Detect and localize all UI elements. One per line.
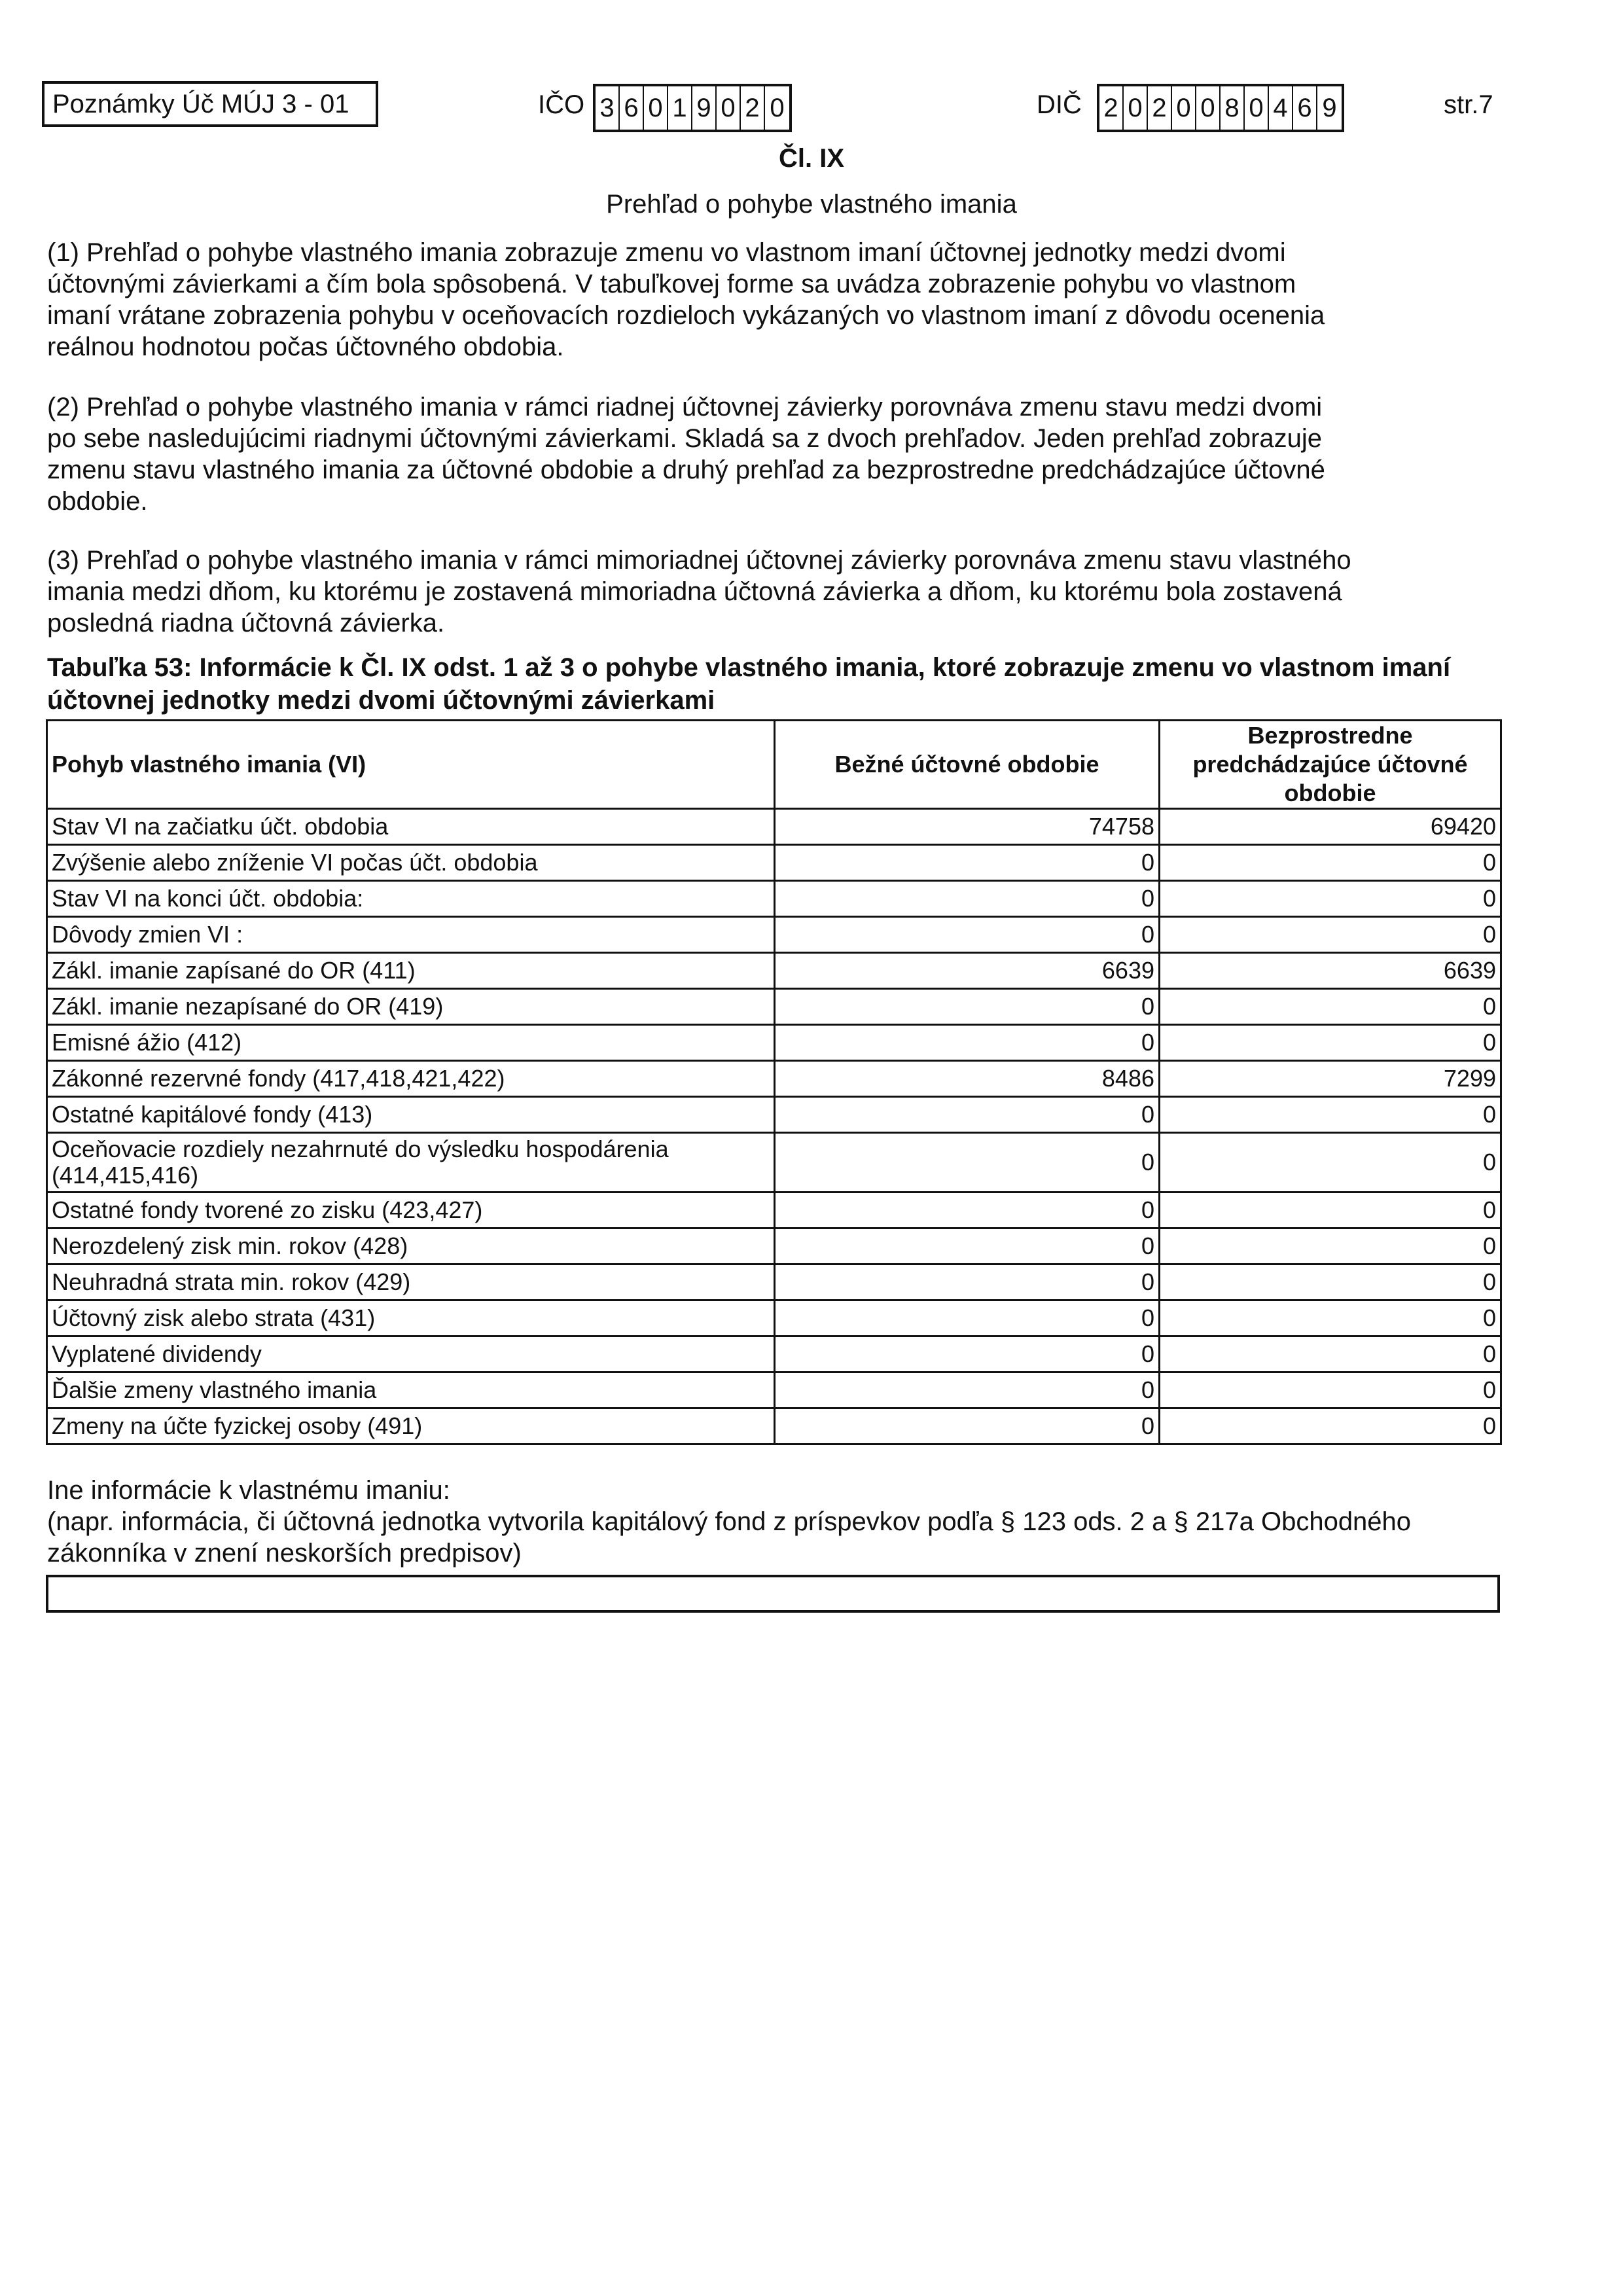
table-header-row <box>47 721 1501 809</box>
row-label: Nerozdelený zisk min. rokov (428) <box>47 1229 775 1265</box>
row-label: Emisné ážio (412) <box>47 1025 775 1061</box>
previous-period-value: 0 <box>1160 917 1501 953</box>
current-period-value: 0 <box>775 1133 1160 1193</box>
current-period-value: 0 <box>775 1372 1160 1408</box>
previous-period-value: 0 <box>1160 1097 1501 1133</box>
ico-digit: 2 <box>741 86 765 130</box>
ico-digit: 0 <box>644 86 668 130</box>
table-row <box>47 953 1501 989</box>
other-info-field[interactable] <box>46 1575 1500 1613</box>
row-label: Stav VI na začiatku účt. obdobia <box>47 809 775 845</box>
dic-digit: 2 <box>1148 86 1172 130</box>
row-label: Oceňovacie rozdiely nezahrnuté do výsledku hospodárenia (414,415,416) <box>47 1133 775 1193</box>
current-period-value: 0 <box>775 1336 1160 1372</box>
dic-digit: 4 <box>1269 86 1293 130</box>
paragraph-3: (3) Prehľad o pohybe vlastného imania v rámci mimoriadnej účtovnej závierky porovnáva zmenu stavu vlastného imania medzi dňom, ku ktorému je zostavená mimoriadna účtovná závierka a dňom, ku ktorému bola zostavená posledná riadna účtovná závierka. <box>47 546 1351 637</box>
ico-digit: 3 <box>596 86 620 130</box>
table-row <box>47 1193 1501 1229</box>
table-row <box>47 1133 1501 1193</box>
dic-digit: 0 <box>1124 86 1148 130</box>
current-period-value: 0 <box>775 989 1160 1025</box>
row-label: Účtovný zisk alebo strata (431) <box>47 1300 775 1336</box>
table-row <box>47 809 1501 845</box>
table-row <box>47 1025 1501 1061</box>
current-period-value: 0 <box>775 917 1160 953</box>
row-label: Ostatné fondy tvorené zo zisku (423,427) <box>47 1193 775 1229</box>
dic-digit: 0 <box>1245 86 1269 130</box>
ico-digit: 9 <box>692 86 717 130</box>
page-number: str.7 <box>1444 90 1493 119</box>
table-row <box>47 1372 1501 1408</box>
previous-period-value: 0 <box>1160 1193 1501 1229</box>
current-period-value: 0 <box>775 845 1160 881</box>
current-period-value: 0 <box>775 1025 1160 1061</box>
row-label: Zmeny na účte fyzickej osoby (491) <box>47 1408 775 1444</box>
ico-digit: 6 <box>620 86 644 130</box>
dic-label: DIČ <box>1037 90 1082 119</box>
previous-period-value: 7299 <box>1160 1061 1501 1097</box>
dic-digit: 6 <box>1293 86 1317 130</box>
article-title: Čl. IX <box>778 144 845 173</box>
form-id: Poznámky Úč MÚJ 3 - 01 <box>52 90 349 118</box>
current-period-value: 0 <box>775 1097 1160 1133</box>
current-period-value: 0 <box>775 1265 1160 1300</box>
ico-field <box>593 84 792 132</box>
previous-period-value: 0 <box>1160 1372 1501 1408</box>
current-period-value: 0 <box>775 1229 1160 1265</box>
dic-field <box>1097 84 1344 132</box>
current-period-value: 0 <box>775 1193 1160 1229</box>
table-row <box>47 1265 1501 1300</box>
ico-digit: 0 <box>717 86 741 130</box>
current-period-value: 0 <box>775 881 1160 917</box>
table-row <box>47 1408 1501 1444</box>
row-label: Zákl. imanie zapísané do OR (411) <box>47 953 775 989</box>
previous-period-value: 0 <box>1160 1408 1501 1444</box>
previous-period-value: 0 <box>1160 1025 1501 1061</box>
row-label: Ostatné kapitálové fondy (413) <box>47 1097 775 1133</box>
dic-digit: 2 <box>1099 86 1124 130</box>
row-label: Dôvody zmien VI : <box>47 917 775 953</box>
current-period-value: 74758 <box>775 809 1160 845</box>
form-id-box <box>42 81 378 127</box>
ico-digit: 1 <box>668 86 692 130</box>
table-row <box>47 1336 1501 1372</box>
table-row <box>47 989 1501 1025</box>
row-label: Stav VI na konci účt. obdobia: <box>47 881 775 917</box>
previous-period-value: 0 <box>1160 1265 1501 1300</box>
dic-digit: 0 <box>1196 86 1221 130</box>
paragraph-2: (2) Prehľad o pohybe vlastného imania v rámci riadnej účtovnej závierky porovnáva zmenu stavu medzi dvomi po sebe nasledujúcimi riadnymi účtovnými závierkami. Skladá sa z dvoch prehľadov. Jeden prehľad zobrazuje zmenu stavu vlastného imania za účtovné obdobie a druhý prehľad za bezprostredne predchádzajúce účtovné obdobie. <box>47 393 1325 516</box>
dic-digit: 0 <box>1172 86 1196 130</box>
current-period-value: 8486 <box>775 1061 1160 1097</box>
previous-period-value: 0 <box>1160 881 1501 917</box>
table-row <box>47 917 1501 953</box>
row-label: Vyplatené dividendy <box>47 1336 775 1372</box>
table-row <box>47 1229 1501 1265</box>
column-header-movement: Pohyb vlastného imania (VI) <box>47 721 775 809</box>
column-header-previous-period: Bezprostredne predchádzajúce účtovné obdobie <box>1160 721 1501 809</box>
table-row <box>47 1061 1501 1097</box>
equity-movement-table <box>46 719 1502 1445</box>
previous-period-value: 0 <box>1160 1229 1501 1265</box>
previous-period-value: 0 <box>1160 1300 1501 1336</box>
paragraph-1: (1) Prehľad o pohybe vlastného imania zobrazuje zmenu vo vlastnom imaní účtovnej jednotky medzi dvomi účtovnými závierkami a čím bola spôsobená. V tabuľkovej forme sa uvádza zobrazenie pohybu vo vlastnom imaní vrátane zobrazenia pohybu v oceňovacích rozdieloch vykázaných vo vlastnom imaní z dôvodu ocenenia reálnou hodnotou počas účtovného obdobia. <box>47 238 1325 361</box>
previous-period-value: 6639 <box>1160 953 1501 989</box>
previous-period-value: 0 <box>1160 1336 1501 1372</box>
other-info-note: (napr. informácia, či účtovná jednotka vytvorila kapitálový fond z príspevkov podľa § 123 ods. 2 a § 217a Obchodného zákonníka v znení neskorších predpisov) <box>47 1507 1412 1568</box>
table-body <box>47 809 1501 1444</box>
column-header-current-period: Bežné účtovné obdobie <box>775 721 1160 809</box>
row-label: Zákonné rezervné fondy (417,418,421,422) <box>47 1061 775 1097</box>
previous-period-value: 0 <box>1160 989 1501 1025</box>
table-row <box>47 881 1501 917</box>
row-label: Zákl. imanie nezapísané do OR (419) <box>47 989 775 1025</box>
other-info-title: Ine informácie k vlastnému imaniu: <box>47 1476 450 1505</box>
previous-period-value: 0 <box>1160 1133 1501 1193</box>
previous-period-value: 69420 <box>1160 809 1501 845</box>
current-period-value: 6639 <box>775 953 1160 989</box>
current-period-value: 0 <box>775 1300 1160 1336</box>
ico-digit: 0 <box>770 94 785 122</box>
table-row <box>47 1097 1501 1133</box>
row-label: Zvýšenie alebo zníženie VI počas účt. obdobia <box>47 845 775 881</box>
dic-digit: 8 <box>1221 86 1245 130</box>
row-label: Ďalšie zmeny vlastného imania <box>47 1372 775 1408</box>
article-subtitle: Prehľad o pohybe vlastného imania <box>606 190 1017 219</box>
previous-period-value: 0 <box>1160 845 1501 881</box>
row-label: Neuhradná strata min. rokov (429) <box>47 1265 775 1300</box>
table-row <box>47 1300 1501 1336</box>
current-period-value: 0 <box>775 1408 1160 1444</box>
table-caption: Tabuľka 53: Informácie k Čl. IX odst. 1 až 3 o pohybe vlastného imania, ktoré zobrazuje zmenu vo vlastnom imaní účtovnej jednotky medzi dvomi účtovnými závierkami <box>47 653 1451 715</box>
table-row <box>47 845 1501 881</box>
ico-label: IČO <box>538 90 585 119</box>
dic-digit: 9 <box>1322 94 1337 122</box>
